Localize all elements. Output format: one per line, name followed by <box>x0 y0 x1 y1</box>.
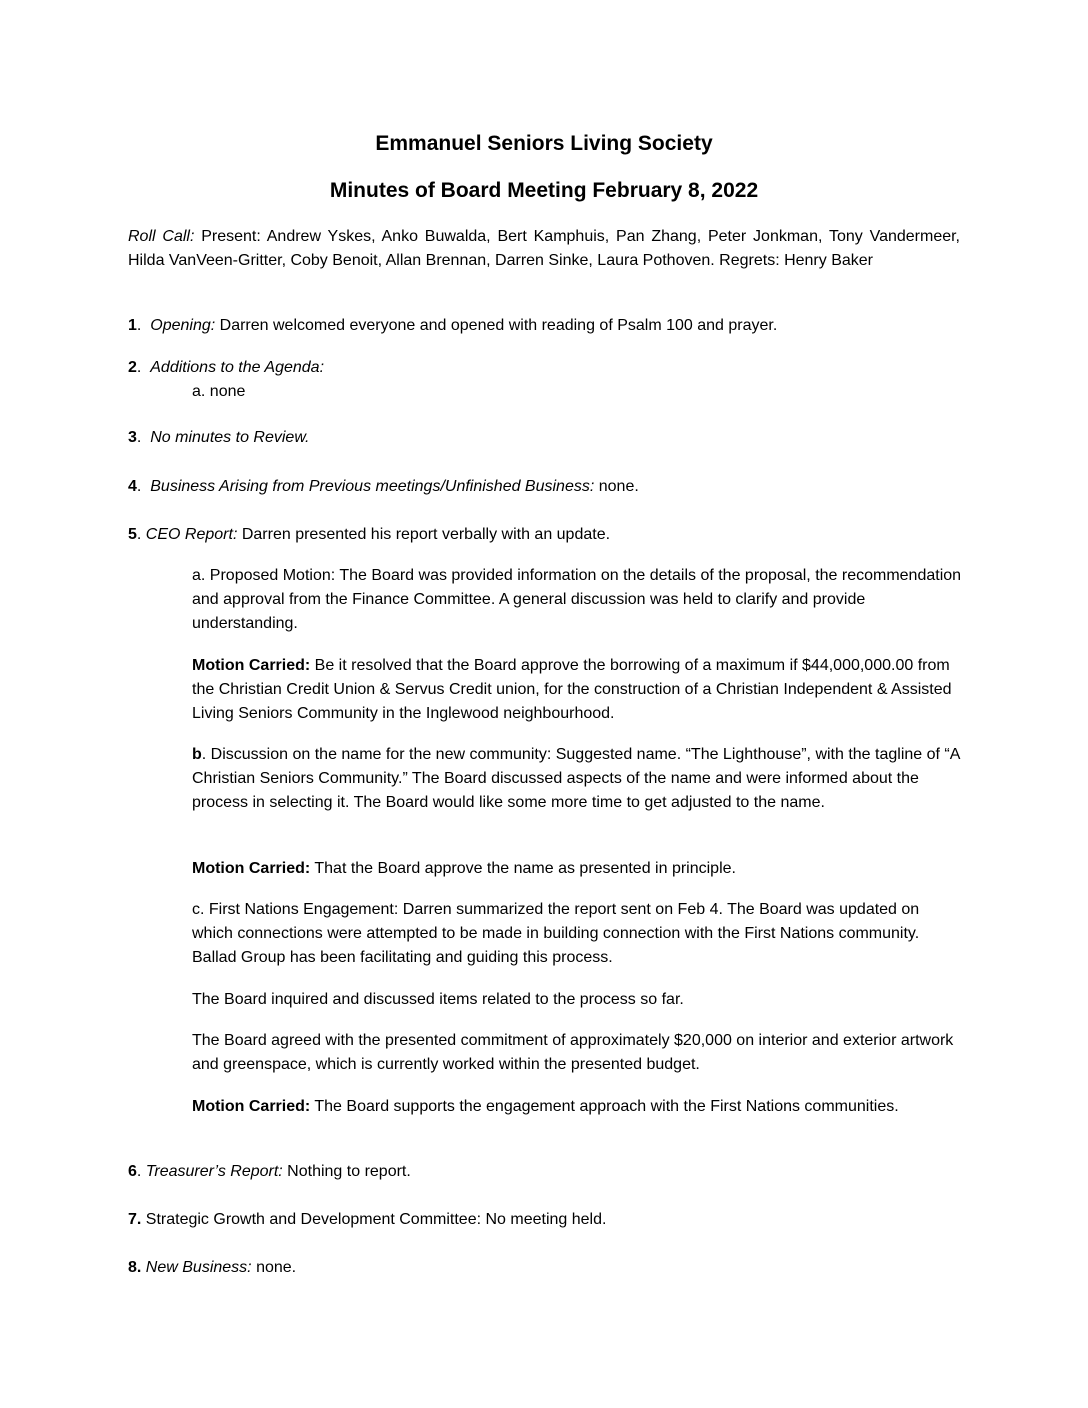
motion-text: That the Board approve the name as presented in principle. <box>310 860 736 877</box>
roll-call-text: Present: Andrew Yskes, Anko Buwalda, Bert Kamphuis, Pan Zhang, Peter Jonkman, Tony Vandermeer, Hilda VanVeen-Gritter, Coby Benoit, Allan Brennan, Darren Sinke, Laura Pothoven. Regrets: Henry Baker <box>128 228 961 269</box>
motion-label: Motion Carried: <box>192 657 311 674</box>
item-text: Strategic Growth and Development Committee: No meeting held. <box>141 1211 607 1228</box>
roll-call <box>128 225 960 273</box>
motion-text: The Board supports the engagement approach with the First Nations communities. <box>310 1098 899 1115</box>
agenda-item-3: 3. No minutes to Review. <box>128 429 310 446</box>
item-label: Treasurer’s Report: <box>145 1163 283 1180</box>
ceo-item-a: a. Proposed Motion: The Board was provided information on the details of the proposal, the recommendation and approval from the Finance Committee. A general discussion was held to clarify and provide understanding. <box>192 567 962 632</box>
item-text: Darren presented his report verbally with an update. <box>237 526 611 543</box>
item-number: 2 <box>128 359 137 376</box>
item-number: 8. <box>128 1259 142 1276</box>
item-label: No minutes to Review. <box>150 429 310 446</box>
agenda-item-1: 1. Opening: Darren welcomed everyone and opened with reading of Psalm 100 and prayer. <box>128 317 778 334</box>
motion-carried-2 <box>192 857 962 881</box>
agenda-item-2: 2. Additions to the Agenda: <box>128 359 325 376</box>
item-label: Opening: <box>150 317 216 334</box>
agenda-item-5: 5. CEO Report: Darren presented his report verbally with an update. <box>128 526 611 543</box>
agenda-item-8 <box>128 1256 960 1280</box>
item-number: 4 <box>128 478 137 495</box>
motion-carried-1 <box>192 654 962 726</box>
ceo-item-b <box>192 743 962 815</box>
item-label: New Business: <box>145 1259 252 1276</box>
ceo-item-b-letter: b <box>192 746 202 763</box>
motion-label: Motion Carried: <box>192 1098 311 1115</box>
item-text: none. <box>251 1259 297 1276</box>
item-text: none. <box>594 478 639 495</box>
item-number: 1 <box>128 317 137 334</box>
item-number: 3 <box>128 429 137 446</box>
roll-call-label: Roll Call: <box>128 228 195 245</box>
item-text: Nothing to report. <box>282 1163 411 1180</box>
ceo-item-c: c. First Nations Engagement: Darren summarized the report sent on Feb 4. The Board was updated on which connections were attempted to be made in building connection with the First Nations community. Ballad Group has been facilitating and guiding this process. <box>192 901 920 966</box>
motion-carried-3 <box>192 1095 962 1119</box>
item-number: 7. <box>128 1211 142 1228</box>
motion-label: Motion Carried: <box>192 860 311 877</box>
ceo-item-b-text: . Discussion on the name for the new community: Suggested name. “The Lighthouse”, with the tagline of “A Christian Seniors Community.” The Board discussed aspects of the name and were informed about the process in selecting it. The Board would like some more time to get adjusted to the name. <box>192 746 960 811</box>
ceo-board-inquired: The Board inquired and discussed items related to the process so far. <box>192 991 684 1008</box>
agenda-item-2-sub: a. none <box>192 383 246 400</box>
agenda-item-7 <box>128 1208 960 1232</box>
item-text: Darren welcomed everyone and opened with reading of Psalm 100 and prayer. <box>215 317 778 334</box>
document-title: Emmanuel Seniors Living Society <box>375 132 713 155</box>
agenda-item-4: 4. Business Arising from Previous meetings/Unfinished Business: none. <box>128 478 639 495</box>
ceo-board-agreed: The Board agreed with the presented commitment of approximately $20,000 on interior and exterior artwork and greenspace, which is currently worked within the presented budget. <box>192 1032 954 1073</box>
document-subtitle: Minutes of Board Meeting February 8, 2022 <box>329 179 759 202</box>
agenda-item-6: 6. Treasurer’s Report: Nothing to report. <box>128 1163 411 1180</box>
item-label: CEO Report: <box>145 526 238 543</box>
item-number: 5 <box>128 526 137 543</box>
item-label: Business Arising from Previous meetings/Unfinished Business: <box>150 478 595 495</box>
motion-text: Be it resolved that the Board approve the borrowing of a maximum if $44,000,000.00 from the Christian Credit Union & Servus Credit union, for the construction of a Christian Independent & Assisted Living Seniors Community in the Inglewood neighbourhood. <box>192 657 952 722</box>
item-number: 6 <box>128 1163 137 1180</box>
item-label: Additions to the Agenda: <box>150 359 325 376</box>
